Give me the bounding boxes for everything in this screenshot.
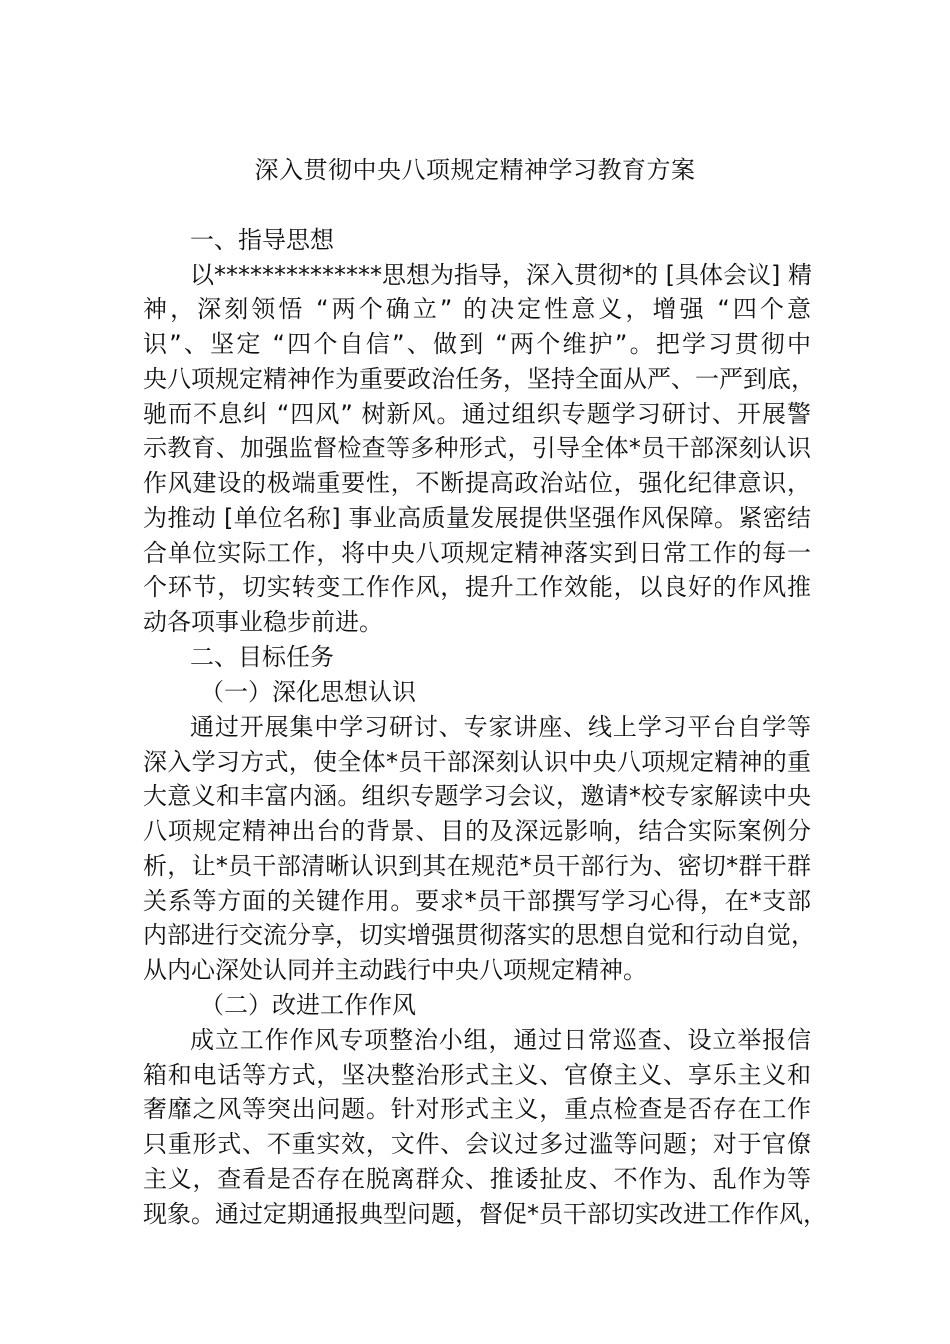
section-heading-goals-tasks: 二、目标任务 (190, 643, 334, 671)
section-heading-guiding-ideology: 一、指导思想 (190, 226, 334, 254)
subsection-heading-improve-work-style: （二）改进工作作风 (200, 991, 416, 1019)
document-title: 深入贯彻中央八项规定精神学习教育方案 (254, 156, 696, 184)
paragraph-line: 动各项事业稳步前进。 (143, 608, 383, 636)
paragraph-line: 从内心深处认同并主动践行中央八项规定精神。 (143, 956, 647, 984)
paragraph-line: 成立工作作风专项整治小组，通过日常巡查、设立举报信 (190, 1026, 811, 1054)
paragraph-line: 深入学习方式，使全体*员干部深刻认识中央八项规定精神的重 (143, 748, 811, 776)
paragraph-line: 奢靡之风等突出问题。针对形式主义，重点检查是否存在工作 (143, 1095, 811, 1123)
paragraph-line: 主义，查看是否存在脱离群众、推诿扯皮、不作为、乱作为等 (143, 1165, 811, 1193)
paragraph-line: 驰而不息纠 “四风” 树新风。通过组织专题学习研讨、开展警 (143, 400, 811, 428)
paragraph-line: 央八项规定精神作为重要政治任务，坚持全面从严、一严到底， (143, 365, 815, 393)
paragraph-line: 箱和电话等方式，坚决整治形式主义、官僚主义、享乐主义和 (143, 1061, 811, 1089)
paragraph-line: 大意义和丰富内涵。组织专题学习会议，邀请*校专家解读中央 (143, 782, 811, 810)
paragraph-line: 内部进行交流分享，切实增强贯彻落实的思想自觉和行动自觉， (143, 921, 815, 949)
paragraph-line: 现象。通过定期通报典型问题，督促*员干部切实改进工作作风， (143, 1200, 827, 1228)
paragraph-line: 析，让*员干部清晰认识到其在规范*员干部行为、密切*群干群 (143, 852, 811, 880)
paragraph-line: 合单位实际工作，将中央八项规定精神落实到日常工作的每一 (143, 539, 811, 567)
paragraph-line: 个环节，切实转变工作作风，提升工作效能，以良好的作风推 (143, 573, 811, 601)
paragraph-line: 示教育、加强监督检查等多种形式，引导全体*员干部深刻认识 (143, 434, 811, 462)
subsection-heading-deepen-understanding: （一）深化思想认识 (200, 678, 416, 706)
paragraph-line: 关系等方面的关键作用。要求*员干部撰写学习心得，在*支部 (143, 887, 811, 915)
paragraph-line: 以**************思想为指导，深入贯彻*的 [具体会议] 精 (190, 261, 812, 289)
paragraph-line: 为推动 [单位名称] 事业高质量发展提供坚强作风保障。紧密结 (143, 504, 811, 532)
paragraph-line: 作风建设的极端重要性，不断提高政治站位，强化纪律意识， (143, 469, 811, 497)
paragraph-line: 识”、坚定 “四个自信”、做到 “两个维护”。把学习贯彻中 (143, 330, 811, 358)
paragraph-line: 神，深刻领悟 “两个确立” 的决定性意义，增强 “四个意 (143, 295, 811, 323)
paragraph-line: 只重形式、不重实效，文件、会议过多过滥等问题；对于官僚 (143, 1130, 811, 1158)
paragraph-line: 八项规定精神出台的背景、目的及深远影响，结合实际案例分 (143, 817, 811, 845)
paragraph-line: 通过开展集中学习研讨、专家讲座、线上学习平台自学等 (190, 713, 811, 741)
